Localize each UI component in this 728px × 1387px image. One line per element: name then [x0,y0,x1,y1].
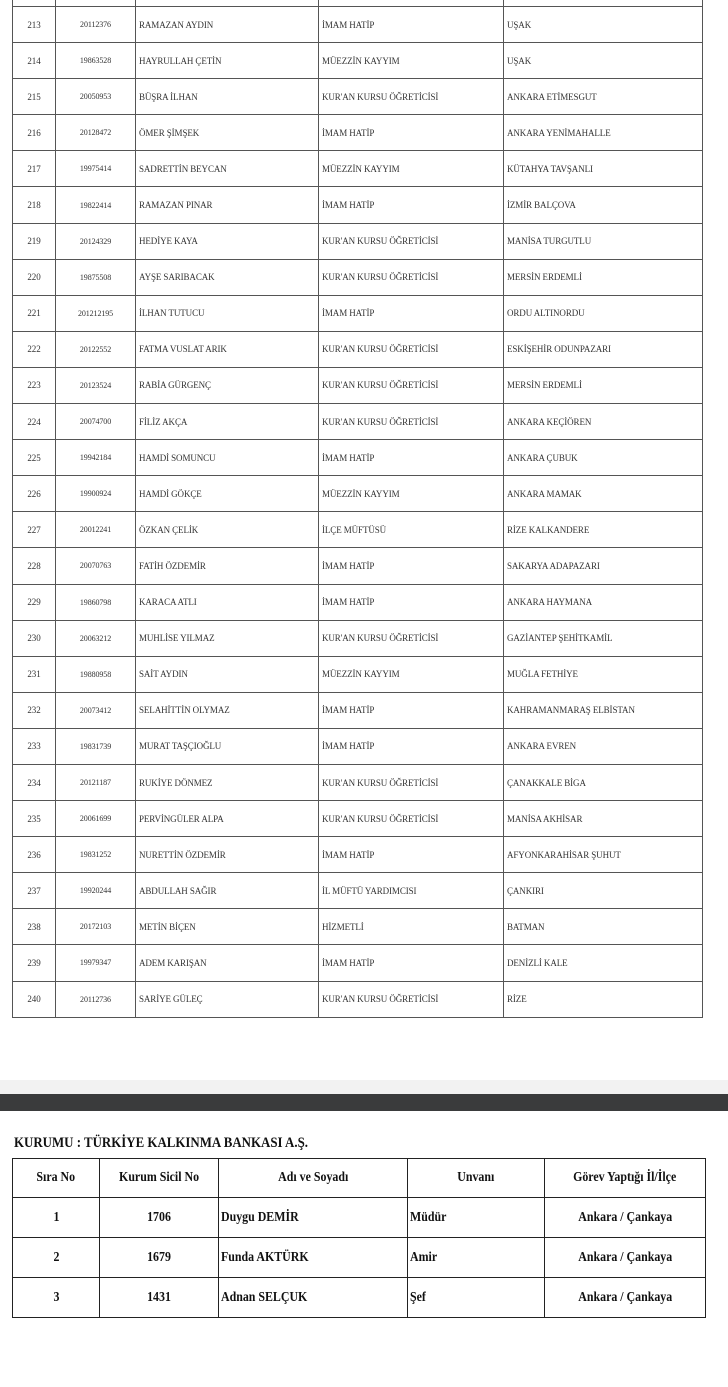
row-name: FİLİZ AKÇA [136,404,319,440]
row-sicil-no: 1679 [100,1238,219,1278]
row-sicil-no: 1706 [100,1198,219,1238]
table-row [13,764,703,800]
row-location: İZMİR BALÇOVA [504,187,703,223]
row-sicil-no: 20124329 [56,223,136,259]
row-sicil-no: 20112736 [56,981,136,1017]
row-title: KUR'AN KURSU ÖĞRETİCİSİ [319,620,504,656]
row-name: İLHAN TUTUCU [136,295,319,331]
row-sicil-no: 19900924 [56,476,136,512]
row-title: MÜEZZİN KAYYIM [319,656,504,692]
row-title: İMAM HATİP [319,440,504,476]
row-name: Duygu DEMİR [219,1198,408,1238]
row-no: 232 [13,692,56,728]
row-title: KUR'AN KURSU ÖĞRETİCİSİ [319,981,504,1017]
bank-personnel-table [12,1158,706,1318]
row-location: ORDU ALTINORDU [504,295,703,331]
row-no: 221 [13,295,56,331]
row-name: ABDULLAH SAĞIR [136,873,319,909]
table-header-row [13,1159,706,1198]
row-no: 229 [13,584,56,620]
row-sira-no: 1 [13,1198,100,1238]
row-sicil-no: 19822414 [56,187,136,223]
row-title: MÜEZZİN KAYYIM [319,476,504,512]
row-title: KUR'AN KURSU ÖĞRETİCİSİ [319,259,504,295]
header-sira-no: Sıra No [13,1159,100,1198]
row-no: 233 [13,728,56,764]
row-no: 222 [13,331,56,367]
row-name: FATİH ÖZDEMİR [136,548,319,584]
row-no: 239 [13,945,56,981]
row-location: MERSİN ERDEMLİ [504,259,703,295]
row-location: Ankara / Çankaya [545,1238,706,1278]
page-gap [0,1080,728,1094]
row-no: 218 [13,187,56,223]
row-sicil-no: 201212195 [56,295,136,331]
row-name: Funda AKTÜRK [219,1238,408,1278]
row-location: RİZE [504,981,703,1017]
row-location: ANKARA ETİMESGUT [504,79,703,115]
row-sicil-no: 20128472 [56,115,136,151]
row-no: 215 [13,79,56,115]
row-location: ÇANKIRI [504,873,703,909]
row-sicil-no: 20172103 [56,909,136,945]
row-sicil-no: 19831739 [56,728,136,764]
row-sicil-no: 20121187 [56,764,136,800]
row-title: KUR'AN KURSU ÖĞRETİCİSİ [319,79,504,115]
row-name: PERVİNGÜLER ALPA [136,801,319,837]
row-name: HEDİYE KAYA [136,223,319,259]
table-row [13,367,703,403]
row-location: GAZİANTEP ŞEHİTKAMİL [504,620,703,656]
row-sicil-no: 20050953 [56,79,136,115]
row-location: Ankara / Çankaya [545,1278,706,1318]
row-name: ÖMER ŞİMŞEK [136,115,319,151]
row-sira-no: 3 [13,1278,100,1318]
row-name: ADEM KARIŞAN [136,945,319,981]
row-no: 227 [13,512,56,548]
row-sicil-no: 20074700 [56,404,136,440]
page-separator [0,1094,728,1111]
row-name: MURAT TAŞÇIOĞLU [136,728,319,764]
row-sicil-no: 20073412 [56,692,136,728]
row-location: RİZE KALKANDERE [504,512,703,548]
row-location: UŞAK [504,7,703,43]
header-unvani: Unvanı [408,1159,545,1198]
row-location: ANKARA YENİMAHALLE [504,115,703,151]
table-row [13,656,703,692]
row-location: ANKARA ÇUBUK [504,440,703,476]
row-sicil-no: 20012241 [56,512,136,548]
table-row [13,404,703,440]
row-name: BÜŞRA İLHAN [136,79,319,115]
table-row [13,187,703,223]
table-row [13,79,703,115]
table-row [13,1238,706,1278]
table-row [13,223,703,259]
table-row [13,115,703,151]
row-location: KÜTAHYA TAVŞANLI [504,151,703,187]
row-title: İMAM HATİP [319,187,504,223]
row-title: HİZMETLİ [319,909,504,945]
row-sira-no: 2 [13,1238,100,1278]
table-row [13,801,703,837]
row-title: İMAM HATİP [319,945,504,981]
row-name: ÖZKAN ÇELİK [136,512,319,548]
row-location: Ankara / Çankaya [545,1198,706,1238]
document-page-2 [0,1111,728,1387]
table-row [13,620,703,656]
table-row [13,440,703,476]
row-no: 238 [13,909,56,945]
table-row [13,728,703,764]
table-row [13,945,703,981]
row-name: RABİA GÜRGENÇ [136,367,319,403]
row-no: 223 [13,367,56,403]
row-title: İMAM HATİP [319,548,504,584]
row-no: 217 [13,151,56,187]
row-location: ANKARA MAMAK [504,476,703,512]
row-no: 226 [13,476,56,512]
row-location: ESKİŞEHİR ODUNPAZARI [504,331,703,367]
row-name: AYŞE SARIBACAK [136,259,319,295]
row-no: 225 [13,440,56,476]
row-sicil-no: 19975414 [56,151,136,187]
row-name: METİN BİÇEN [136,909,319,945]
row-location: MANİSA TURGUTLU [504,223,703,259]
personnel-table [12,0,703,1018]
row-location: SAKARYA ADAPAZARI [504,548,703,584]
institution-heading: KURUMU : TÜRKİYE KALKINMA BANKASI A.Ş. [14,1135,308,1151]
row-title: Müdür [408,1198,545,1238]
table-row [13,512,703,548]
row-no: 216 [13,115,56,151]
row-location: KAHRAMANMARAŞ ELBİSTAN [504,692,703,728]
row-sicil-no: 19860798 [56,584,136,620]
row-title: KUR'AN KURSU ÖĞRETİCİSİ [319,764,504,800]
row-location: UŞAK [504,43,703,79]
row-no: 230 [13,620,56,656]
row-name: RAMAZAN AYDIN [136,7,319,43]
row-title: Şef [408,1278,545,1318]
row-sicil-no: 19831252 [56,837,136,873]
row-sicil-no: 20061699 [56,801,136,837]
table-row [13,584,703,620]
row-no: 231 [13,656,56,692]
row-location: ANKARA HAYMANA [504,584,703,620]
table-row [13,43,703,79]
row-name: SAİT AYDIN [136,656,319,692]
row-sicil-no: 20070763 [56,548,136,584]
table-row [13,837,703,873]
row-location: ANKARA EVREN [504,728,703,764]
table-row [13,331,703,367]
table-row [13,1198,706,1238]
row-location: ÇANAKKALE BİGA [504,764,703,800]
row-location: ANKARA KEÇİÖREN [504,404,703,440]
row-sicil-no: 19942184 [56,440,136,476]
row-title: KUR'AN KURSU ÖĞRETİCİSİ [319,223,504,259]
row-title: MÜEZZİN KAYYIM [319,151,504,187]
row-title: KUR'AN KURSU ÖĞRETİCİSİ [319,367,504,403]
row-sicil-no: 19880958 [56,656,136,692]
table-row [13,548,703,584]
table-row [13,909,703,945]
row-no: 213 [13,7,56,43]
row-title: MÜEZZİN KAYYIM [319,43,504,79]
row-sicil-no: 20112376 [56,7,136,43]
row-title: KUR'AN KURSU ÖĞRETİCİSİ [319,801,504,837]
row-title: KUR'AN KURSU ÖĞRETİCİSİ [319,404,504,440]
row-title: İMAM HATİP [319,584,504,620]
row-sicil-no: 20123524 [56,367,136,403]
row-location: MERSİN ERDEMLİ [504,367,703,403]
row-location: DENİZLİ KALE [504,945,703,981]
row-no: 214 [13,43,56,79]
table-row [13,692,703,728]
row-name: Adnan SELÇUK [219,1278,408,1318]
row-sicil-no: 19979347 [56,945,136,981]
row-title: İL MÜFTÜ YARDIMCISI [319,873,504,909]
row-name: MUHLİSE YILMAZ [136,620,319,656]
row-no: 236 [13,837,56,873]
row-sicil-no: 19920244 [56,873,136,909]
row-location: MUĞLA FETHİYE [504,656,703,692]
row-sicil-no: 19863528 [56,43,136,79]
table-row [13,295,703,331]
row-name: SELAHİTTİN OLYMAZ [136,692,319,728]
row-no: 219 [13,223,56,259]
row-name: RAMAZAN PINAR [136,187,319,223]
row-name: HAYRULLAH ÇETİN [136,43,319,79]
table-row [13,873,703,909]
row-no: 234 [13,764,56,800]
row-title: İMAM HATİP [319,295,504,331]
row-title: İLÇE MÜFTÜSÜ [319,512,504,548]
row-name: NURETTİN ÖZDEMİR [136,837,319,873]
row-no: 220 [13,259,56,295]
row-name: HAMDİ SOMUNCU [136,440,319,476]
row-name: HAMDİ GÖKÇE [136,476,319,512]
header-gorev-il-ilce: Görev Yaptığı İl/İlçe [545,1159,706,1198]
table-row [13,259,703,295]
row-name: KARACA ATLI [136,584,319,620]
row-name: RUKİYE DÖNMEZ [136,764,319,800]
row-location: AFYONKARAHİSAR ŞUHUT [504,837,703,873]
row-sicil-no: 19875508 [56,259,136,295]
table-row [13,151,703,187]
row-no: 240 [13,981,56,1017]
row-location: BATMAN [504,909,703,945]
row-title: İMAM HATİP [319,115,504,151]
row-name: FATMA VUSLAT ARIK [136,331,319,367]
row-sicil-no: 1431 [100,1278,219,1318]
row-title: İMAM HATİP [319,728,504,764]
row-no: 237 [13,873,56,909]
row-title: KUR'AN KURSU ÖĞRETİCİSİ [319,331,504,367]
row-name: SARİYE GÜLEÇ [136,981,319,1017]
row-no: 228 [13,548,56,584]
row-sicil-no: 20122552 [56,331,136,367]
row-no: 235 [13,801,56,837]
row-location: MANİSA AKHİSAR [504,801,703,837]
row-title: Amir [408,1238,545,1278]
table-row [13,1278,706,1318]
table-row [13,7,703,43]
header-kurum-sicil-no: Kurum Sicil No [100,1159,219,1198]
header-adi-soyadi: Adı ve Soyadı [219,1159,408,1198]
row-sicil-no: 20063212 [56,620,136,656]
table-row [13,476,703,512]
row-no: 224 [13,404,56,440]
table-row [13,981,703,1017]
row-title: İMAM HATİP [319,692,504,728]
row-title: İMAM HATİP [319,7,504,43]
row-name: SADRETTİN BEYCAN [136,151,319,187]
row-title: İMAM HATİP [319,837,504,873]
